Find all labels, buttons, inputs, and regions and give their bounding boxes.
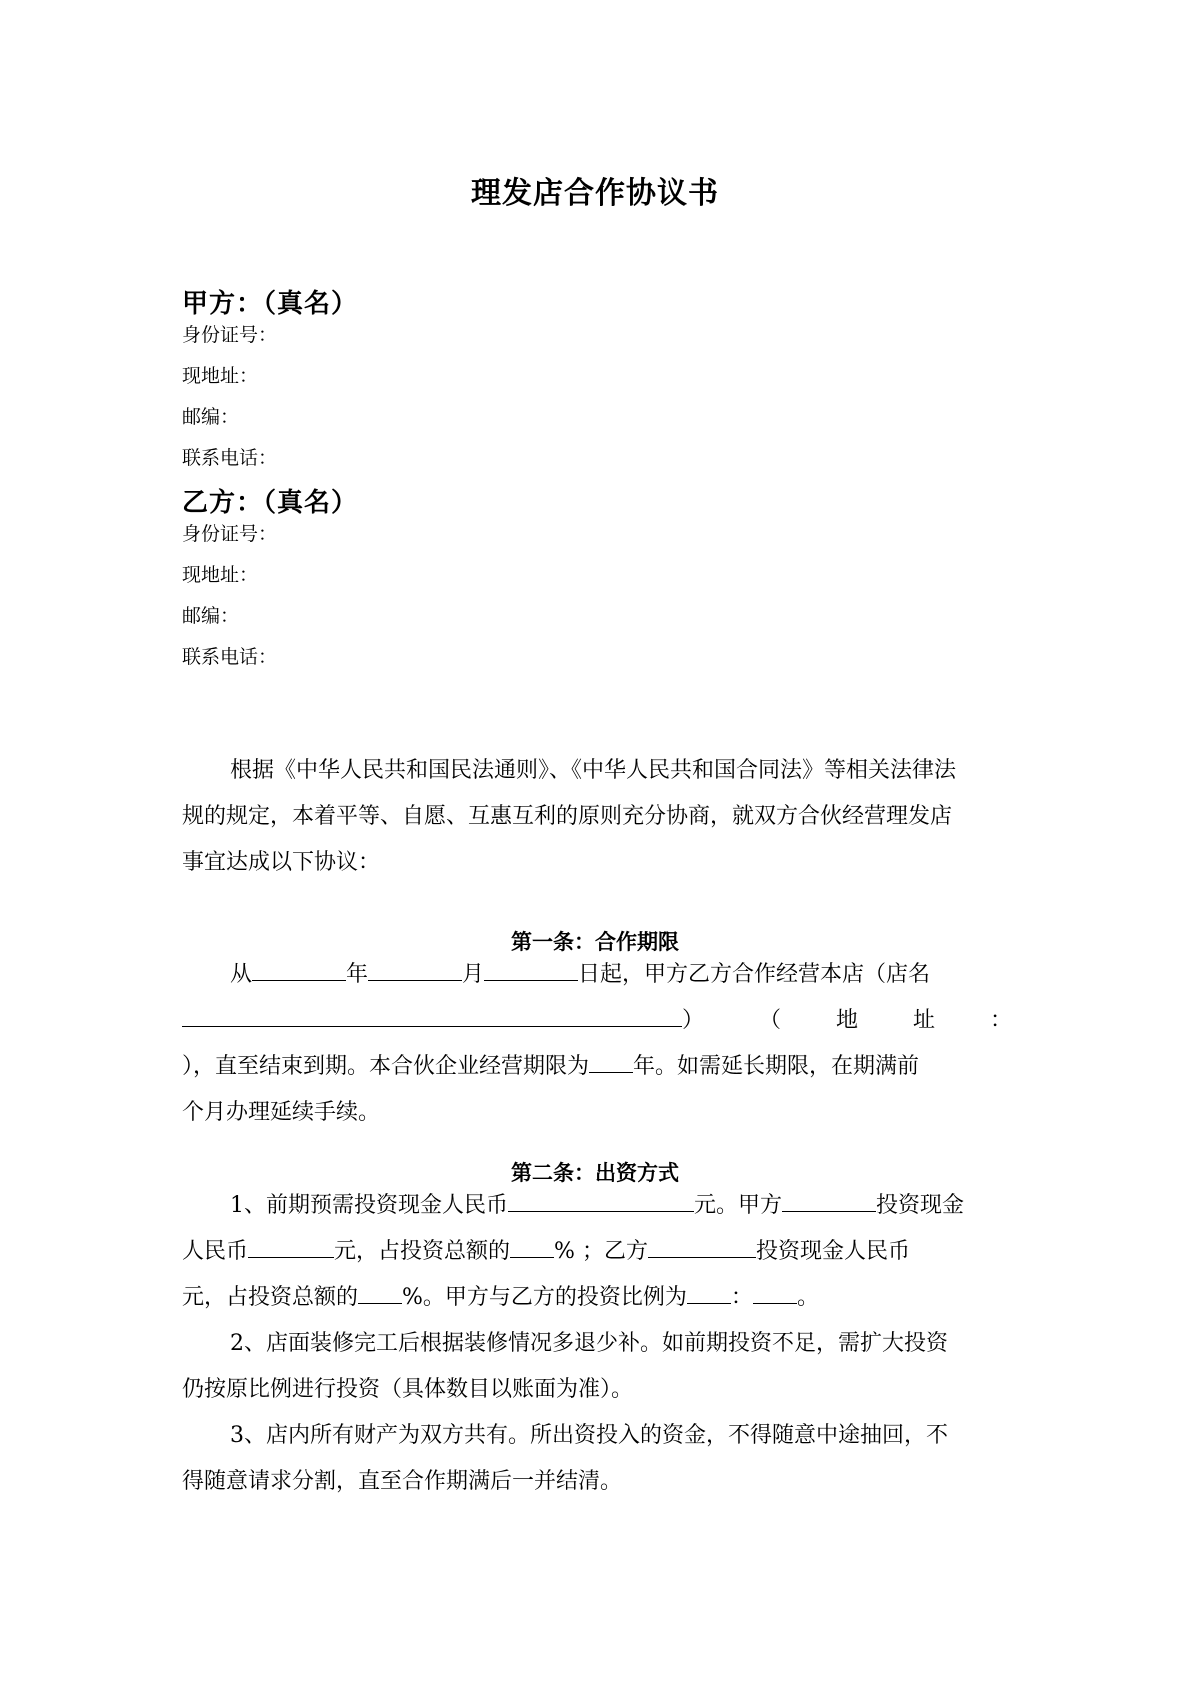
article-2-line: 仍按原比例进行投资（具体数目以账面为准）。	[182, 1377, 634, 1402]
text: 日起，甲方乙方合作经营本店（店名	[578, 962, 931, 987]
text: 元，占投资总额的	[334, 1239, 511, 1264]
text: %。甲方与乙方的投资比例为	[402, 1285, 687, 1310]
party-b-address-label: 现地址：	[182, 564, 259, 586]
text: 1、前期预需投资现金人民币	[230, 1193, 508, 1218]
party-a-name-blank	[782, 1191, 876, 1212]
preamble-line: 根据《中华人民共和国民法通则》、《中华人民共和国合同法》等相关法律法	[230, 758, 957, 783]
party-a-id-label: 身份证号：	[182, 324, 278, 346]
preamble-paragraph	[182, 748, 1012, 886]
text: 元，占投资总额的	[182, 1285, 359, 1310]
text: ：	[730, 1285, 753, 1310]
party-b-phone-label: 联系电话：	[182, 646, 278, 668]
text: 从	[230, 962, 253, 987]
text: 元。甲方	[694, 1193, 783, 1218]
party-b-postcode-label: 邮编：	[182, 605, 240, 627]
text: ）	[682, 1008, 705, 1033]
article-2-line: 得随意请求分割，直至合作期满后一并结清。	[182, 1469, 623, 1494]
party-b-name-blank	[648, 1237, 756, 1258]
preamble-line: 事宜达成以下协议：	[182, 850, 381, 875]
text: ；乙方	[581, 1239, 648, 1264]
party-a-percent-blank	[510, 1237, 554, 1258]
party-a-heading: 甲方：（真名）	[182, 289, 359, 319]
article-2-line: 3、店内所有财产为双方共有。所出资投入的资金，不得随意中途抽回，不	[230, 1423, 948, 1448]
party-b-id-label: 身份证号：	[182, 523, 278, 545]
text: 。	[796, 1285, 819, 1310]
article-1-line: 个月办理延续手续。	[182, 1100, 381, 1125]
article-1-heading: 第一条：合作期限	[511, 930, 679, 954]
party-b-heading: 乙方：（真名）	[182, 488, 359, 518]
ratio-b-blank	[753, 1283, 797, 1304]
text: 投资现金	[876, 1193, 965, 1218]
text: 投资现金人民币	[755, 1239, 910, 1264]
text: 年。如需延长期限，在期满前	[633, 1054, 920, 1079]
day-blank	[484, 960, 578, 981]
year-blank	[252, 960, 346, 981]
text: 址	[912, 1008, 935, 1033]
ratio-a-blank	[687, 1283, 731, 1304]
document-title: 理发店合作协议书	[471, 176, 719, 211]
text: 人民币	[182, 1239, 249, 1264]
text: 地	[835, 1008, 858, 1033]
party-a-postcode-label: 邮编：	[182, 406, 240, 428]
article-1-line	[182, 952, 1012, 998]
term-years-blank	[589, 1052, 633, 1073]
text: 年	[346, 962, 369, 987]
article-2-line	[182, 1183, 1012, 1229]
article-2-body	[182, 1183, 1012, 1505]
party-a-amount-blank	[248, 1237, 334, 1258]
article-2-heading: 第二条：出资方式	[511, 1161, 679, 1185]
text: ：	[989, 1008, 1012, 1033]
text: ），直至结束到期。本合伙企业经营期限为	[182, 1054, 590, 1079]
text: （	[758, 1008, 781, 1033]
article-2-line	[182, 1229, 1012, 1275]
party-a-phone-label: 联系电话：	[182, 447, 278, 469]
total-investment-blank	[508, 1191, 694, 1212]
text: %	[554, 1239, 575, 1264]
article-1-line	[182, 998, 1012, 1044]
text: 月	[462, 962, 485, 987]
preamble-line: 规的规定，本着平等、自愿、互惠互利的原则充分协商，就双方合伙经营理发店	[182, 804, 953, 829]
article-2-line: 2、店面装修完工后根据装修情况多退少补。如前期投资不足，需扩大投资	[230, 1331, 948, 1356]
shop-name-blank	[182, 1006, 682, 1027]
article-2-line	[182, 1275, 1012, 1321]
party-b-percent-blank	[358, 1283, 402, 1304]
article-1-body	[182, 952, 1012, 1136]
party-a-address-label: 现地址：	[182, 365, 259, 387]
article-1-line	[182, 1044, 1012, 1090]
month-blank	[368, 960, 462, 981]
